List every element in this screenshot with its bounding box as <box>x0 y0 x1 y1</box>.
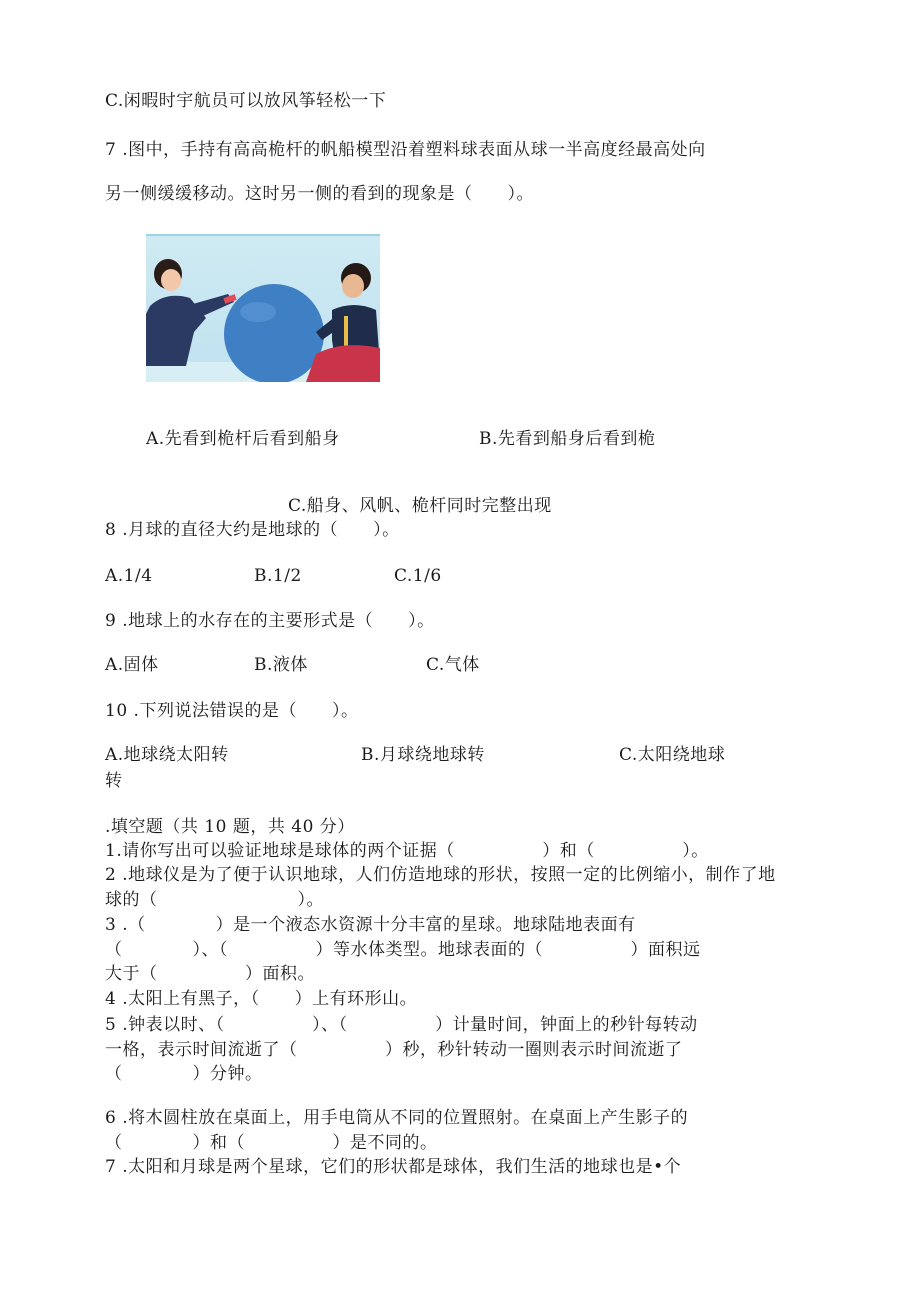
sailboat-ball-photo <box>146 234 380 382</box>
fill-q6-line-2: （ ）和（ ）是不同的。 <box>105 1133 438 1153</box>
fill-q3-line-3: 大于（ ）面积。 <box>105 964 315 984</box>
q7-stem-line-2: 另一侧缓缓移动。这时另一侧的看到的现象是（ ）。 <box>105 184 534 204</box>
q10-option-c-line-2: 转 <box>105 771 123 791</box>
q7-option-b: B.先看到船身后看到桅 <box>479 429 656 449</box>
ball-highlight <box>240 302 276 322</box>
q6-option-c: C.闲暇时宇航员可以放风筝轻松一下 <box>105 91 387 111</box>
fill-q5-line-2: 一格，表示时间流逝了（ ）秒，秒针转动一圈则表示时间流逝了 <box>105 1040 683 1060</box>
boy-face <box>342 274 364 298</box>
q9-option-a: A.固体 <box>105 655 159 675</box>
q7-option-a: A.先看到桅杆后看到船身 <box>146 429 340 449</box>
fill-q6-line-1: 6 .将木圆柱放在桌面上，用手电筒从不同的位置照射。在桌面上产生影子的 <box>105 1108 689 1128</box>
plastic-ball <box>224 284 324 382</box>
fill-q7: 7 .太阳和月球是两个星球，它们的形状都是球体，我们生活的地球也是•个 <box>105 1157 682 1177</box>
q10-stem: 10 .下列说法错误的是（ ）。 <box>105 701 359 721</box>
fill-q4: 4 .太阳上有黑子，（ ）上有环形山。 <box>105 989 418 1009</box>
q8-stem: 8 .月球的直径大约是地球的（ ）。 <box>105 520 400 540</box>
q9-option-b: B.液体 <box>254 655 308 675</box>
q7-option-c: C.船身、风帆、桅杆同时完整出现 <box>288 496 552 516</box>
fill-q2-line-1: 2 .地球仪是为了便于认识地球，人们仿造地球的形状，按照一定的比例缩小，制作了地 <box>105 865 776 885</box>
q8-option-c: C.1/6 <box>394 566 442 586</box>
q10-option-a: A.地球绕太阳转 <box>105 745 229 765</box>
fill-section-heading: .填空题（共 10 题，共 40 分） <box>105 817 355 837</box>
photo-illustration <box>146 236 380 382</box>
fill-q5-line-3: （ ）分钟。 <box>105 1064 263 1084</box>
fill-q5-line-1: 5 .钟表以时、（ ）、（ ）计量时间，钟面上的秒针每转动 <box>105 1015 698 1035</box>
fill-q3-line-1: 3 .（ ）是一个液态水资源十分丰富的星球。地球陆地表面有 <box>105 915 636 935</box>
q8-option-b: B.1/2 <box>254 566 302 586</box>
fill-q3-line-2: （ ）、（ ）等水体类型。地球表面的（ ）面积远 <box>105 940 701 960</box>
q7-stem-line-1: 7 .图中，手持有高高桅杆的帆船模型沿着塑料球表面从球一半高度经最高处向 <box>105 140 706 160</box>
q9-option-c: C.气体 <box>426 655 480 675</box>
fill-q2-line-2: 球的（ ）。 <box>105 890 324 910</box>
girl-face <box>161 269 181 291</box>
q8-option-a: A.1/4 <box>105 566 153 586</box>
q10-option-c-line-1: C.太阳绕地球 <box>619 745 726 765</box>
q10-option-b: B.月球绕地球转 <box>361 745 485 765</box>
q9-stem: 9 .地球上的水存在的主要形式是（ ）。 <box>105 611 435 631</box>
fill-q1: 1.请你写出可以验证地球是球体的两个证据（ ）和（ ）。 <box>105 841 709 861</box>
